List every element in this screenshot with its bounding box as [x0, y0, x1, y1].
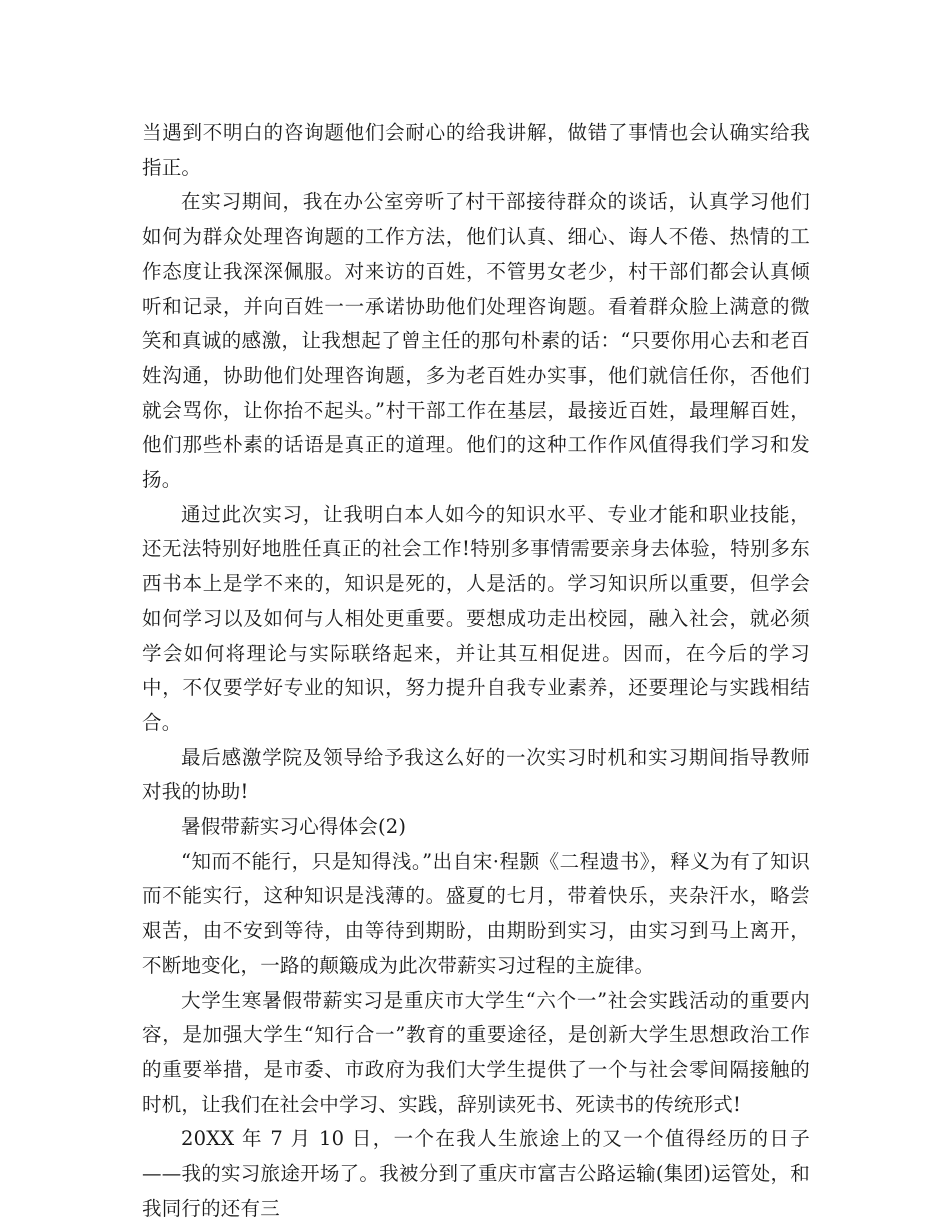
paragraph-village-cadres: 在实习期间，我在办公室旁听了村干部接待群众的谈话，认真学习他们如何为群众处理咨询题的工作方法，他们认真、细心、诲人不倦、热情的工作态度让我深深佩服。对来访的百姓，不管男女老少，村干部们都会认真倾听和记录，并向百姓一一承诺协助他们处理咨询题。看着群众脸上满意的微笑和真诚的感激，让我想起了曾主任的那句朴素的话：“只要你用心去和老百姓沟通，协助他们处理咨询题，多为老百姓办实事，他们就信任你，否他们就会骂你，让你抬不起头。”村干部工作在基层，最接近百姓，最理解百姓，他们那些朴素的话语是真正的道理。他们的这种工作作风值得我们学习和发扬。: [142, 190, 810, 492]
section-heading: 暑假带薪实习心得体会(2): [181, 815, 407, 839]
paragraph-start-date: 20XX 年 7 月 10 日，一个在我人生旅途上的又一个值得经历的日子——我的实习旅途开场了。我被分到了重庆市富吉公路运输(集团)运管处，和我同行的还有三: [142, 1127, 810, 1220]
paragraph-quote: “知而不能行，只是知得浅。”出自宋·程颢《二程遗书》，释义为有了知识而不能实行，这种知识是浅薄的。盛夏的七月，带着快乐，夹杂汗水，略尝艰苦，由不安到等待，由等待到期盼，由期盼到实习，由实习到马上离开，不断地变化，一路的颠簸成为此次带薪实习过程的主旋律。: [142, 849, 810, 977]
paragraph-thanks: 最后感激学院及领导给予我这么好的一次实习时机和实习期间指导教师对我的协助!: [142, 745, 810, 804]
paragraph-continuation: 当遇到不明白的咨询题他们会耐心的给我讲解，做错了事情也会认确实给我指正。: [142, 121, 810, 179]
document-page: [142, 116, 810, 1227]
paragraph-paid-internship: 大学生寒暑假带薪实习是重庆市大学生“六个一”社会实践活动的重要内容，是加强大学生“知行合一”教育的重要途径，是创新大学生思想政治工作的重要举措，是市委、市政府为我们大学生提供了一个与社会零间隔接触的时机，让我们在社会中学习、实践，辞别读死书、死读书的传统形式!: [142, 988, 810, 1116]
paragraph-internship-lessons: 通过此次实习，让我明白本人如今的知识水平、专业才能和职业技能，还无法特别好地胜任真正的社会工作!特别多事情需要亲身去体验，特别多东西书本上是学不来的，知识是死的，人是活的。学习知识所以重要，但学会如何学习以及如何与人相处更重要。要想成功走出校园，融入社会，就必须学会如何将理论与实际联络起来，并让其互相促进。因而，在今后的学习中，不仅要学好专业的知识，努力提升自我专业素养，还要理论与实践相结合。: [142, 502, 810, 734]
